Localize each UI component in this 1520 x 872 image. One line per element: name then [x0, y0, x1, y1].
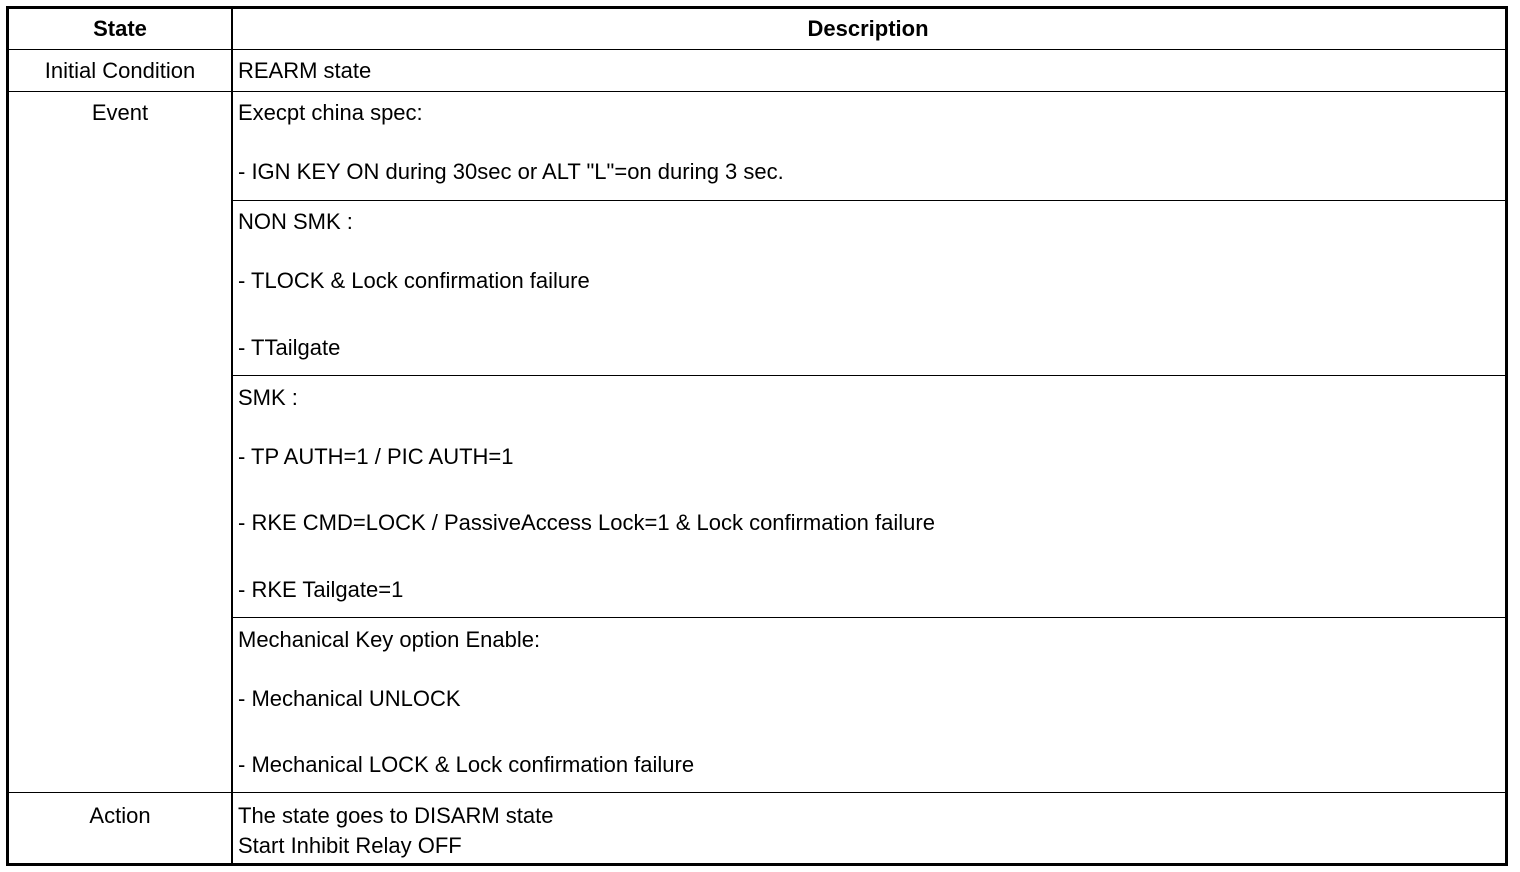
header-state: State — [93, 16, 147, 41]
event-group-heading: NON SMK : — [238, 209, 353, 234]
event-group-heading: Mechanical Key option Enable: — [238, 627, 541, 652]
row-divider — [9, 792, 1505, 793]
action-line: Start Inhibit Relay OFF — [238, 833, 462, 858]
event-condition: - TTailgate — [238, 335, 341, 360]
event-condition: - Mechanical LOCK & Lock confirmation failure — [238, 752, 695, 777]
state-table — [6, 6, 1508, 866]
description-initial-condition: REARM state — [238, 58, 372, 83]
event-condition: - TLOCK & Lock confirmation failure — [238, 268, 590, 293]
event-condition: - IGN KEY ON during 30sec or ALT "L"=on during 3 sec. — [238, 159, 784, 184]
state-event: Event — [91, 100, 149, 125]
header-divider — [9, 49, 1505, 50]
state-action: Action — [89, 803, 151, 828]
state-initial-condition: Initial Condition — [44, 58, 196, 83]
header-description: Description — [807, 16, 929, 41]
event-group-divider — [231, 617, 1505, 618]
event-group-divider — [231, 375, 1505, 376]
event-group-heading: SMK : — [238, 385, 298, 410]
event-condition: - RKE CMD=LOCK / PassiveAccess Lock=1 & Lock confirmation failure — [238, 510, 935, 535]
event-condition: - Mechanical UNLOCK — [238, 686, 461, 711]
column-divider — [231, 9, 233, 863]
event-condition: - RKE Tailgate=1 — [238, 577, 404, 602]
event-group-heading: Execpt china spec: — [238, 100, 423, 125]
event-group-divider — [231, 200, 1505, 201]
event-condition: - TP AUTH=1 / PIC AUTH=1 — [238, 444, 514, 469]
action-line: The state goes to DISARM state — [238, 803, 554, 828]
row-divider — [9, 91, 1505, 92]
